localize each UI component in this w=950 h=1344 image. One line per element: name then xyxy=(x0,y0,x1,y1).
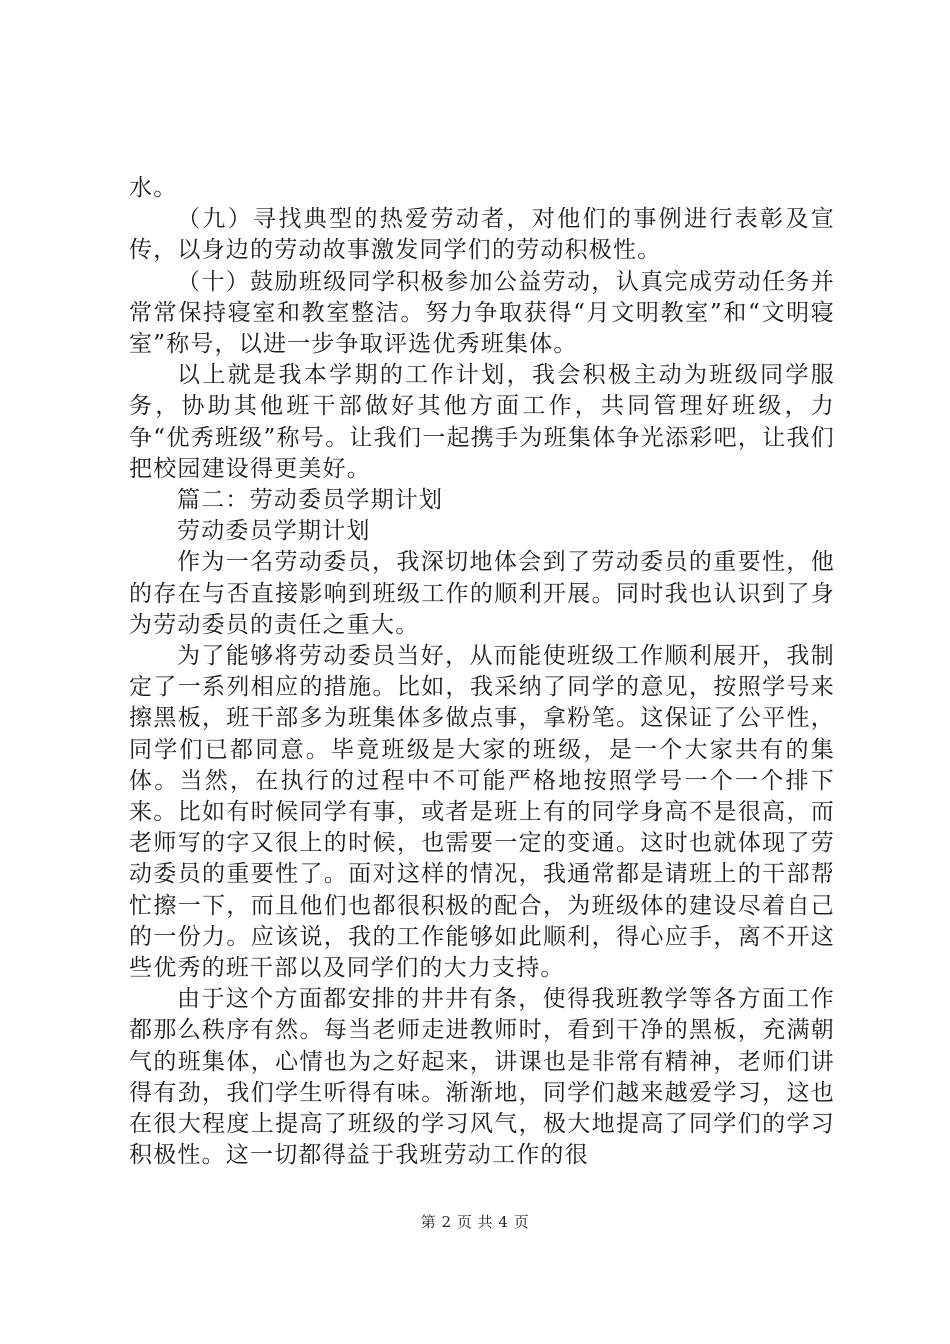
document-body xyxy=(129,173,835,1172)
paragraph-summary: 以上就是我本学期的工作计划，我会积极主动为班级同学服务，协助其他班干部做好其他方面工作，共同管理好班级，力争“优秀班级”称号。让我们一起携手为班集体争光添彩吧，让我们把校园建设得更美好。 xyxy=(129,362,835,482)
paragraph-item-nine: （九）寻找典型的热爱劳动者，对他们的事例进行表彰及宣传，以身边的劳动故事激发同学们的劳动积极性。 xyxy=(129,206,835,264)
paragraph-item-ten: （十）鼓励班级同学积极参加公益劳动，认真完成劳动任务并常常保持寝室和教室整洁。努力争取获得“月文明教室”和“文明寝室”称号，以进一步争取评选优秀班集体。 xyxy=(129,268,835,358)
section-title: 劳动委员学期计划 xyxy=(177,518,371,545)
section-heading: 篇二：劳动委员学期计划 xyxy=(177,487,444,514)
paragraph-results: 由于这个方面都安排的井井有条，使得我班教学等各方面工作都那么秩序有然。每当老师走进教师时，看到干净的黑板，充满朝气的班集体，心情也为之好起来，讲课也是非常有精神，老师们讲得有劲，我们学生听得有味。渐渐地，同学们越来越爱学习，这也在很大程度上提高了班级的学习风气，极大地提高了同学们的学习积极性。这一切都得益于我班劳动工作的很 xyxy=(129,986,835,1169)
paragraph-intro: 作为一名劳动委员，我深切地体会到了劳动委员的重要性，他的存在与否直接影响到班级工作的顺利开展。同时我也认识到了身为劳动委员的责任之重大。 xyxy=(129,549,835,638)
paragraph-continuation: 水。 xyxy=(129,175,178,201)
page-footer: 第 2 页 共 4 页 xyxy=(420,1213,530,1231)
paragraph-measures: 为了能够将劳动委员当好，从而能使班级工作顺利展开，我制定了一系列相应的措施。比如，我采纳了同学的意见，按照学号来擦黑板，班干部多为班集体多做点事，拿粉笔。这保证了公平性，同学们已都同意。毕竟班级是大家的班级，是一个大家共有的集体。当然，在执行的过程中不可能严格地按照学号一个一个排下来。比如有时候同学有事，或者是班上有的同学身高不是很高，而老师写的字又很上的时候，也需要一定的变通。这时也就体现了劳动委员的重要性了。面对这样的情况，我通常都是请班上的干部帮忙擦一下，而且他们也都很积极的配合，为班级体的建设尽着自己的一份力。应该说，我的工作能够如此顺利，得心应手，离不开这些优秀的班干部以及同学们的大力支持。 xyxy=(129,643,835,982)
